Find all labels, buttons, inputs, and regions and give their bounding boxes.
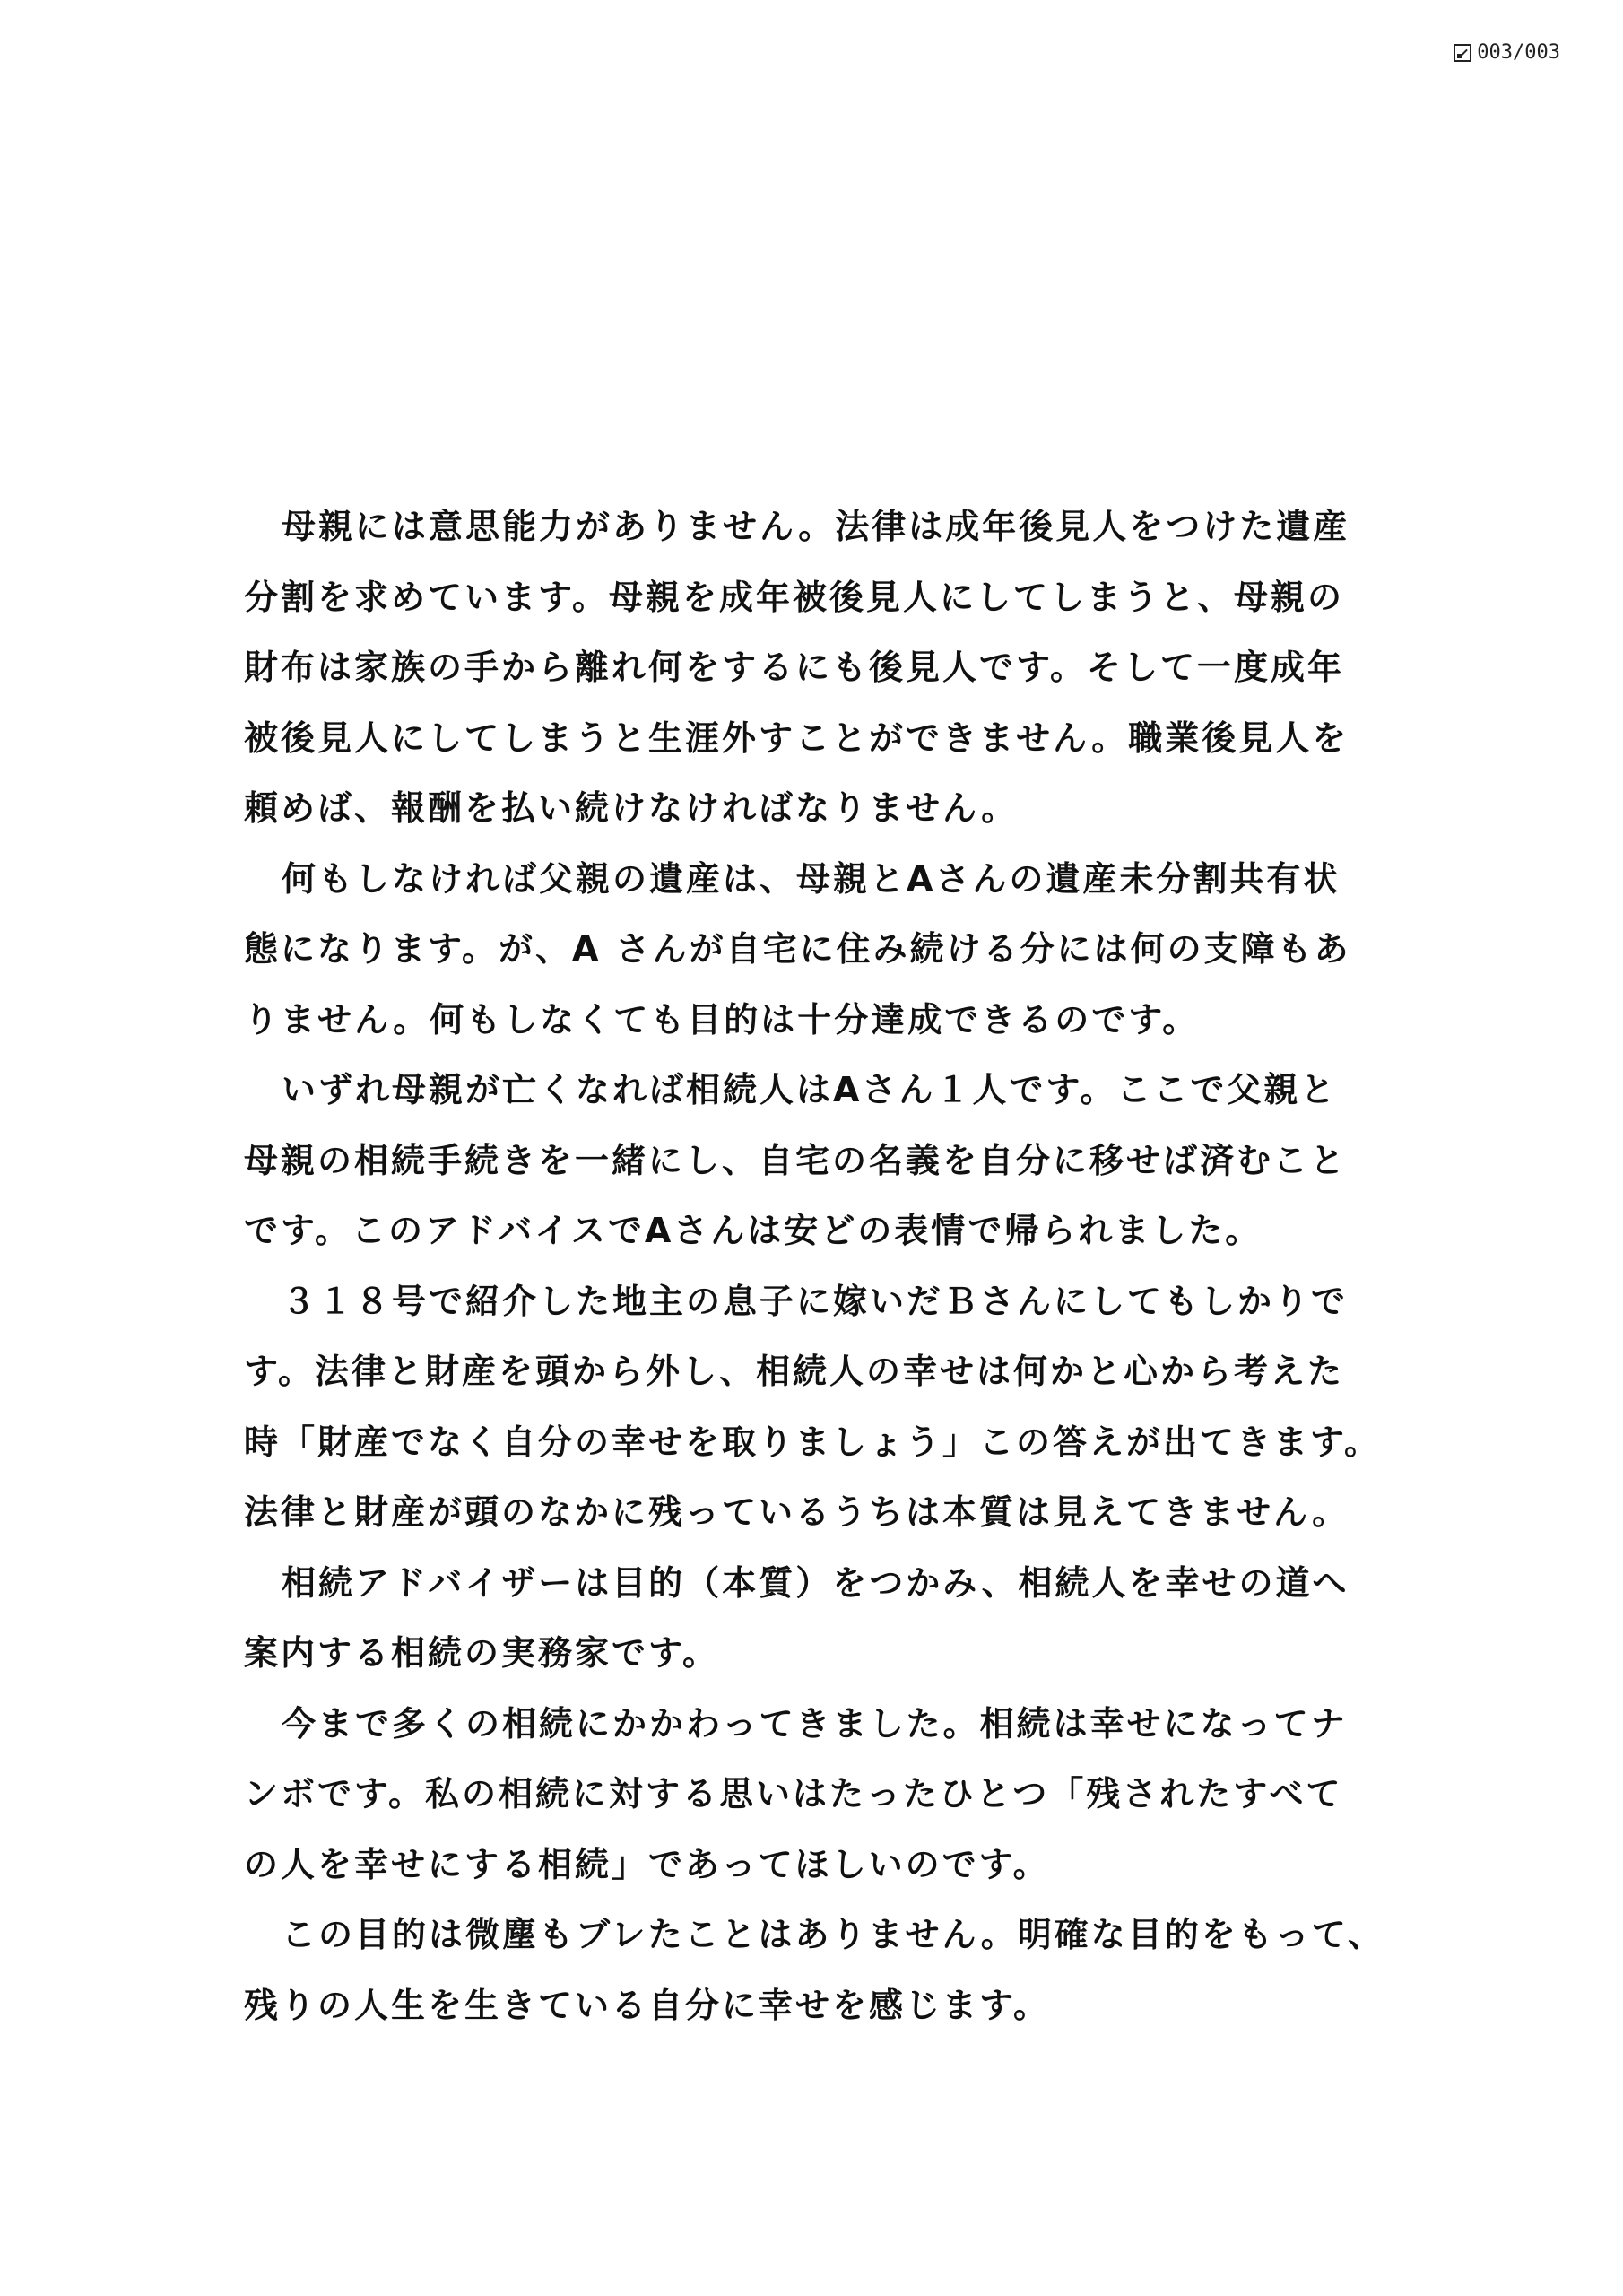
paragraph-3 (244, 1055, 1410, 1266)
text-line: 財布は家族の手から離れ何をするにも後見人です。そして一度成年 (244, 648, 1344, 687)
text-line: 分割を求めています。母親を成年被後見人にしてしまうと、母親の (244, 577, 1344, 617)
paragraph-4 (244, 1266, 1410, 1548)
text-line: ンボです。私の相続に対する思いはたったひとつ「残されたすべて (244, 1774, 1343, 1813)
text-line: りません。何もしなくても目的は十分達成できるのです。 (244, 999, 1200, 1039)
fax-icon (1454, 44, 1471, 62)
text-line: 法律と財産が頭のなかに残っているうちは本質は見えてきません。 (244, 1492, 1350, 1532)
page-number: 003/003 (1477, 41, 1560, 64)
paragraph-5 (244, 1548, 1410, 1689)
paragraph-7 (244, 1900, 1410, 2040)
page-header (1454, 41, 1560, 64)
text-line: 態になります。が、A さんが自宅に住み続ける分には何の支障もあ (244, 929, 1351, 969)
body-text (244, 491, 1410, 2040)
text-line: この目的は微塵もブレたことはありません。明確な目的をもって、 (282, 1915, 1385, 1954)
text-line: ３１８号で紹介した地主の息子に嫁いだＢさんにしてもしかりで (282, 1281, 1349, 1321)
text-line: 時「財産でなく自分の幸せを取りましょう」この答えが出てきます。 (244, 1422, 1381, 1462)
text-line: 相続アドバイザーは目的（本質）をつかみ、相続人を幸せの道へ (282, 1562, 1350, 1603)
text-line: いずれ母親が亡くなれば相続人はAさん１人です。ここで父親と (282, 1070, 1338, 1109)
text-line: です。このアドバイスでAさんは安どの表情で帰られました。 (244, 1211, 1263, 1250)
text-line: 残りの人生を生きている自分に幸せを感じます。 (244, 1985, 1050, 2025)
paragraph-6 (244, 1689, 1410, 1900)
text-line: 母親の相続手続きを一緒にし、自宅の名義を自分に移せば済むこと (244, 1140, 1348, 1180)
text-line: の人を幸せにする相続」であってほしいのです。 (244, 1844, 1050, 1884)
text-line: 今まで多くの相続にかかわってきました。相続は幸せになってナ (282, 1703, 1348, 1744)
text-line: 母親には意思能力がありません。法律は成年後見人をつけた遺産 (282, 507, 1350, 546)
text-line: 被後見人にしてしまうと生涯外すことができません。職業後見人を (244, 718, 1350, 758)
paragraph-2 (244, 844, 1410, 1056)
text-line: す。法律と財産を頭から外し、相続人の幸せは何かと心から考えた (244, 1352, 1344, 1391)
paragraph-1 (244, 491, 1410, 844)
text-line: 何もしなければ父親の遺産は、母親とAさんの遺産未分割共有状 (282, 858, 1341, 899)
text-line: 頼めば、報酬を払い続けなければなりません。 (244, 788, 1019, 828)
text-line: 案内する相続の実務家です。 (244, 1633, 719, 1673)
